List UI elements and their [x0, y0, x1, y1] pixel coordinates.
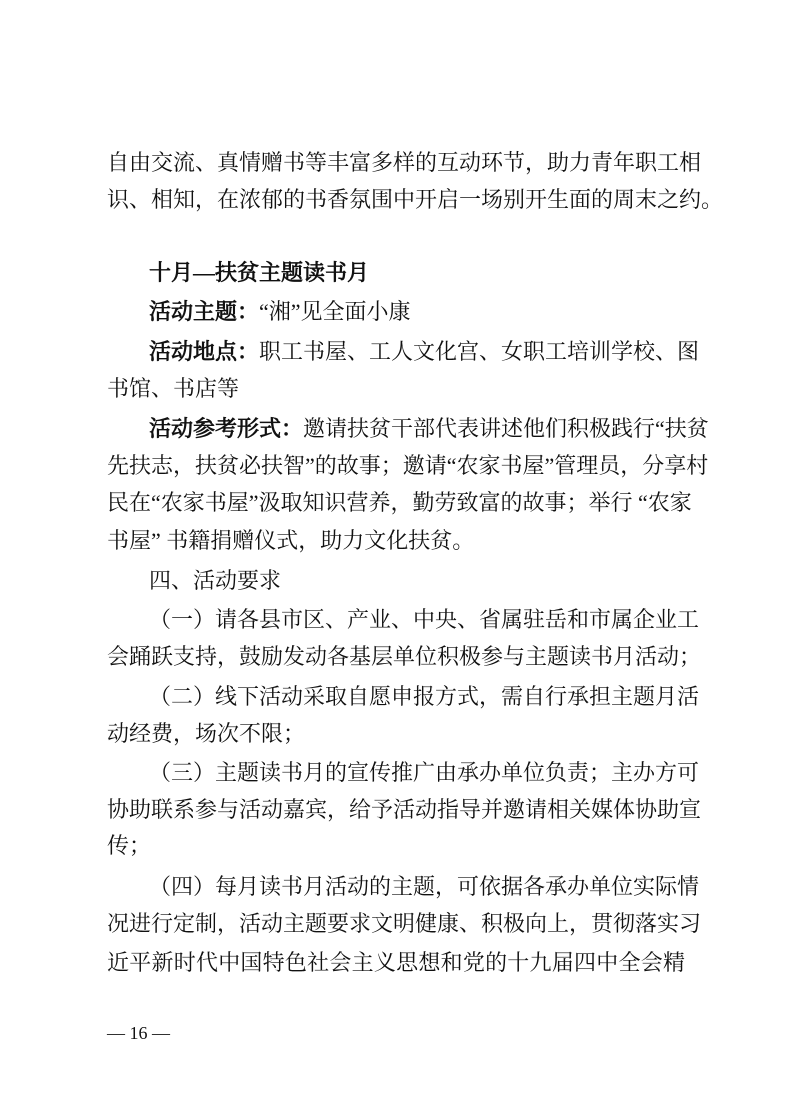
text-line: [107, 526, 685, 556]
line-text: 传；: [107, 833, 152, 858]
text-line: [149, 414, 709, 444]
line-text: 自由交流、真情赠书等丰富多样的互动环节，助力青年职工相: [107, 150, 702, 175]
text-line: [107, 374, 685, 404]
line-text: 民在“农家书屋”汲取知识营养，勤劳致富的故事；举行 “农家: [107, 490, 692, 515]
line-text: （一）请各县市区、产业、中央、省属驻岳和市属企业工: [149, 607, 700, 632]
text-line: [149, 758, 700, 788]
bold-label: 活动主题：: [149, 299, 260, 324]
line-text: 动经费，场次不限；: [107, 721, 306, 746]
text-line: [149, 605, 700, 635]
text-line: [149, 682, 700, 712]
text-line: [149, 566, 685, 596]
text-line: [107, 719, 685, 749]
bold-label: 活动地点：: [149, 339, 260, 364]
line-text: 书屋” 书籍捐赠仪式，助力文化扶贫。: [107, 528, 475, 553]
page-number: — 16 —: [107, 1023, 170, 1043]
line-text: 协助联系参与活动嘉宾，给予活动指导并邀请相关媒体协助宣: [107, 797, 702, 822]
text-line: [107, 948, 685, 978]
text-line: [107, 451, 709, 481]
line-text: 职工书屋、工人文化宫、女职工培训学校、图: [259, 339, 700, 364]
text-line: [107, 795, 702, 825]
text-line: [107, 642, 702, 672]
line-text: 会踊跃支持，鼓励发动各基层单位积极参与主题读书月活动；: [107, 644, 702, 669]
line-text: 近平新时代中国特色社会主义思想和党的十九届四中全会精: [107, 950, 685, 975]
text-line: [149, 337, 700, 367]
bold-label: 活动参考形式：: [149, 416, 304, 441]
text-line: [149, 258, 685, 288]
line-text: （二）线下活动采取自愿申报方式，需自行承担主题月活: [149, 684, 700, 709]
line-text: 识、相知，在浓郁的书香氛围中开启一场别开生面的周末之约。: [107, 187, 724, 212]
text-line: [107, 909, 702, 939]
text-line: [107, 185, 724, 215]
line-text: 况进行定制，活动主题要求文明健康、积极向上，贯彻落实习: [107, 911, 702, 936]
line-text: 先扶志，扶贫必扶智”的故事；邀请“农家书屋”管理员，分享村: [107, 453, 709, 478]
line-text: （三）主题读书月的宣传推广由承办单位负责；主办方可: [149, 760, 700, 785]
bold-label: 十月—扶贫主题读书月: [149, 260, 370, 285]
text-line: [149, 872, 700, 902]
text-line: [107, 148, 702, 178]
text-line: [107, 488, 692, 518]
line-text: 四、活动要求: [149, 568, 282, 593]
text-line: [107, 831, 685, 861]
line-text: 书馆、书店等: [107, 376, 240, 401]
line-text: 邀请扶贫干部代表讲述他们积极践行“扶贫: [303, 416, 709, 441]
line-text: “湘”见全面小康: [259, 299, 411, 324]
text-line: [149, 297, 685, 327]
line-text: （四）每月读书月活动的主题，可依据各承办单位实际情: [149, 874, 700, 899]
